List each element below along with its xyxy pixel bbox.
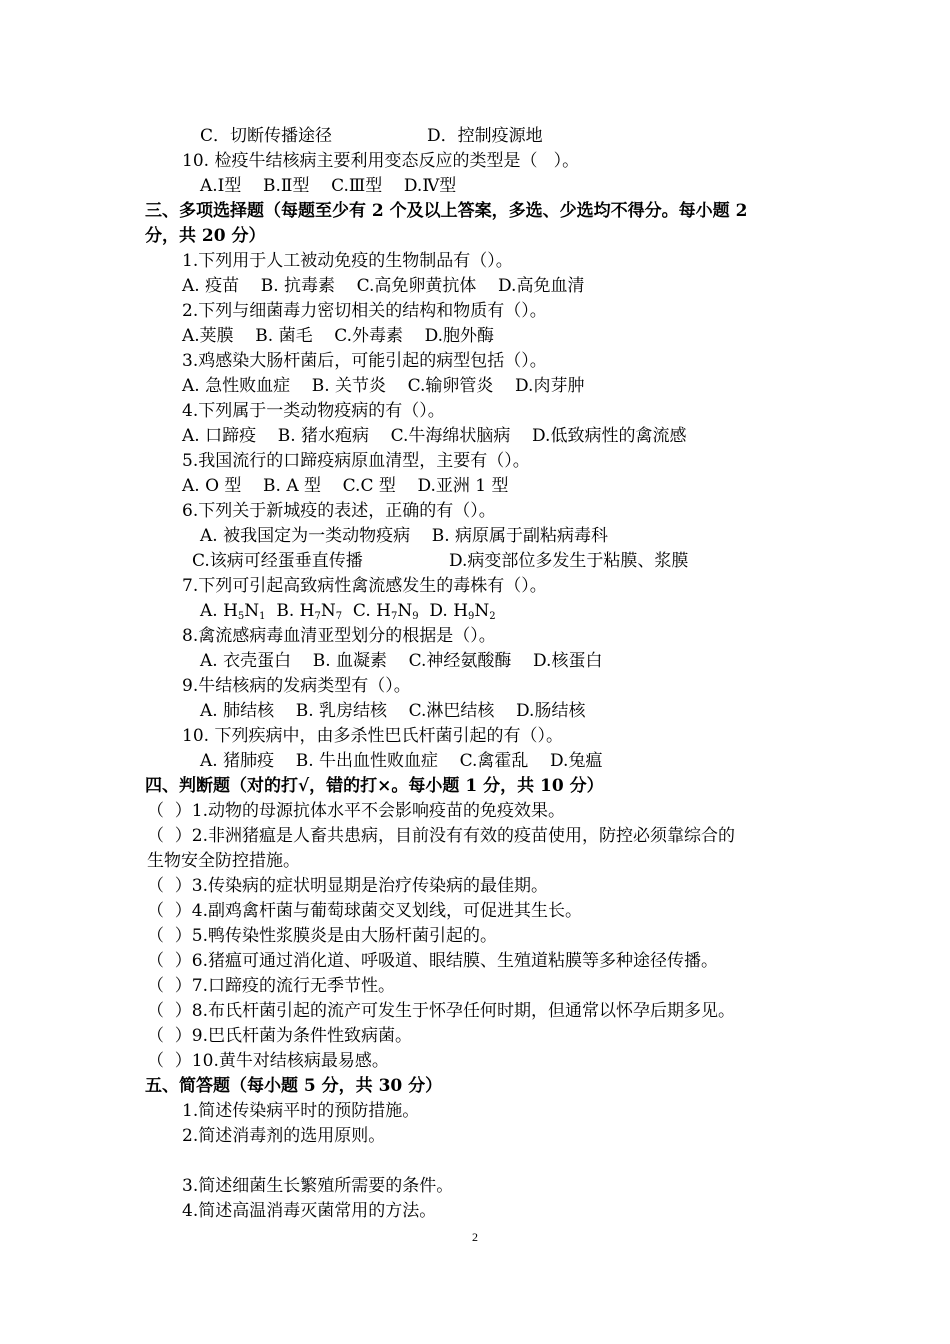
opt-text: N [244, 601, 260, 621]
subscript: 1 [259, 611, 266, 622]
mc-question-3-options: A. 急性败血症 B. 关节炎 C.输卵管炎 D.肉芽肿 [182, 376, 585, 396]
judge-item: （ ）10.黄牛对结核病最易感。 [147, 1051, 389, 1071]
judge-item-cont: 生物安全防控措施。 [147, 851, 300, 871]
short-answer-1: 1.简述传染病平时的预防措施。 [182, 1101, 420, 1121]
judge-item: （ ）1.动物的母源抗体水平不会影响疫苗的免疫效果。 [147, 801, 566, 821]
mc-question-3: 3.鸡感染大肠杆菌后，可能引起的病型包括（）。 [182, 351, 547, 371]
judge-item: （ ）7.口蹄疫的流行无季节性。 [147, 976, 396, 996]
opt-text: B. H [265, 601, 315, 621]
judge-item: （ ）6.猪瘟可通过消化道、呼吸道、眼结膜、生殖道粘膜等多种途径传播。 [147, 951, 719, 971]
mc-question-6-option-c: C.该病可经蛋垂直传播 [192, 551, 363, 571]
subscript: 9 [468, 611, 475, 622]
option-d: D．控制疫源地 [427, 126, 543, 146]
opt-text: N [397, 601, 413, 621]
mc-question-2: 2.下列与细菌毒力密切相关的结构和物质有（）。 [182, 301, 547, 321]
option-c: C．切断传播途径 [200, 126, 333, 146]
mc-question-2-options: A.荚膜 B. 菌毛 C.外毒素 D.胞外酶 [182, 326, 495, 346]
subscript: 2 [489, 611, 496, 622]
short-answer-4: 4.简述高温消毒灭菌常用的方法。 [182, 1201, 437, 1221]
opt-text: C. H [342, 601, 391, 621]
mc-question-9-options: A. 肺结核 B. 乳房结核 C.淋巴结核 D.肠结核 [200, 701, 586, 721]
subscript: 9 [412, 611, 419, 622]
mc-question-4: 4.下列属于一类动物疫病的有（）。 [182, 401, 445, 421]
mc-question-6: 6.下列关于新城疫的表述，正确的有（）。 [182, 501, 496, 521]
mc-question-10-options: A. 猪肺疫 B. 牛出血性败血症 C.禽霍乱 D.兔瘟 [200, 751, 603, 771]
subscript: 7 [335, 611, 343, 622]
opt-text: N [474, 601, 490, 621]
mc-question-1-options: A. 疫苗 B. 抗毒素 C.高免卵黄抗体 D.高免血清 [182, 276, 585, 296]
mc-question-8: 8.禽流感病毒血清亚型划分的根据是（）。 [182, 626, 496, 646]
judge-item: （ ）3.传染病的症状明显期是治疗传染病的最佳期。 [147, 876, 549, 896]
judge-item: （ ）8.布氏杆菌引起的流产可发生于怀孕任何时期，但通常以怀孕后期多见。 [147, 1001, 736, 1021]
opt-text: N [320, 601, 336, 621]
question-10: 10. 检疫牛结核病主要利用变态反应的类型是（ ）。 [182, 151, 580, 171]
mc-question-7: 7.下列可引起高致病性禽流感发生的毒株有（）。 [182, 576, 547, 596]
section-3-title: 三、多项选择题（每题至少有 2 个及以上答案，多选、少选均不得分。每小题 2 [145, 201, 748, 221]
short-answer-2: 2.简述消毒剂的选用原则。 [182, 1126, 386, 1146]
mc-question-5-options: A. O 型 B. A 型 C.C 型 D.亚洲 1 型 [182, 476, 509, 496]
opt-text: D. H [418, 601, 469, 621]
mc-question-8-options: A. 衣壳蛋白 B. 血凝素 C.神经氨酸酶 D.核蛋白 [200, 651, 603, 671]
subscript: 7 [390, 611, 398, 622]
judge-item: （ ）9.巴氏杆菌为条件性致病菌。 [147, 1026, 413, 1046]
question-10-options: A.Ⅰ型 B.Ⅱ型 C.Ⅲ型 D.Ⅳ型 [200, 176, 457, 196]
subscript: 7 [314, 611, 321, 622]
mc-question-9: 9.牛结核病的发病类型有（）。 [182, 676, 411, 696]
judge-item: （ ）4.副鸡禽杆菌与葡萄球菌交叉划线，可促进其生长。 [147, 901, 583, 921]
mc-question-10: 10. 下列疾病中，由多杀性巴氏杆菌引起的有（）。 [182, 726, 563, 746]
judge-item: （ ）2.非洲猪瘟是人畜共患病，目前没有有效的疫苗使用，防控必须靠综合的 [147, 826, 736, 846]
section-5-title: 五、简答题（每小题 5 分，共 30 分） [145, 1076, 443, 1096]
page-number: 2 [472, 1230, 478, 1244]
mc-question-4-options: A. 口蹄疫 B. 猪水疱病 C.牛海绵状脑病 D.低致病性的禽流感 [182, 426, 687, 446]
mc-question-6-option-d: D.病变部位多发生于粘膜、浆膜 [449, 551, 689, 571]
section-3-title-cont: 分，共 20 分） [145, 226, 266, 246]
opt-text: A. H [200, 601, 238, 621]
mc-question-7-options [200, 599, 496, 623]
mc-question-5: 5.我国流行的口蹄疫病原血清型，主要有（）。 [182, 451, 530, 471]
judge-item: （ ）5.鸭传染性浆膜炎是由大肠杆菌引起的。 [147, 926, 498, 946]
short-answer-3: 3.简述细菌生长繁殖所需要的条件。 [182, 1176, 454, 1196]
section-4-title: 四、判断题（对的打√，错的打×。每小题 1 分，共 10 分） [145, 776, 604, 796]
mc-question-1: 1.下列用于人工被动免疫的生物制品有（）。 [182, 251, 513, 271]
subscript: 5 [237, 611, 245, 622]
mc-question-6-options-ab: A. 被我国定为一类动物疫病 B. 病原属于副粘病毒科 [200, 526, 608, 546]
